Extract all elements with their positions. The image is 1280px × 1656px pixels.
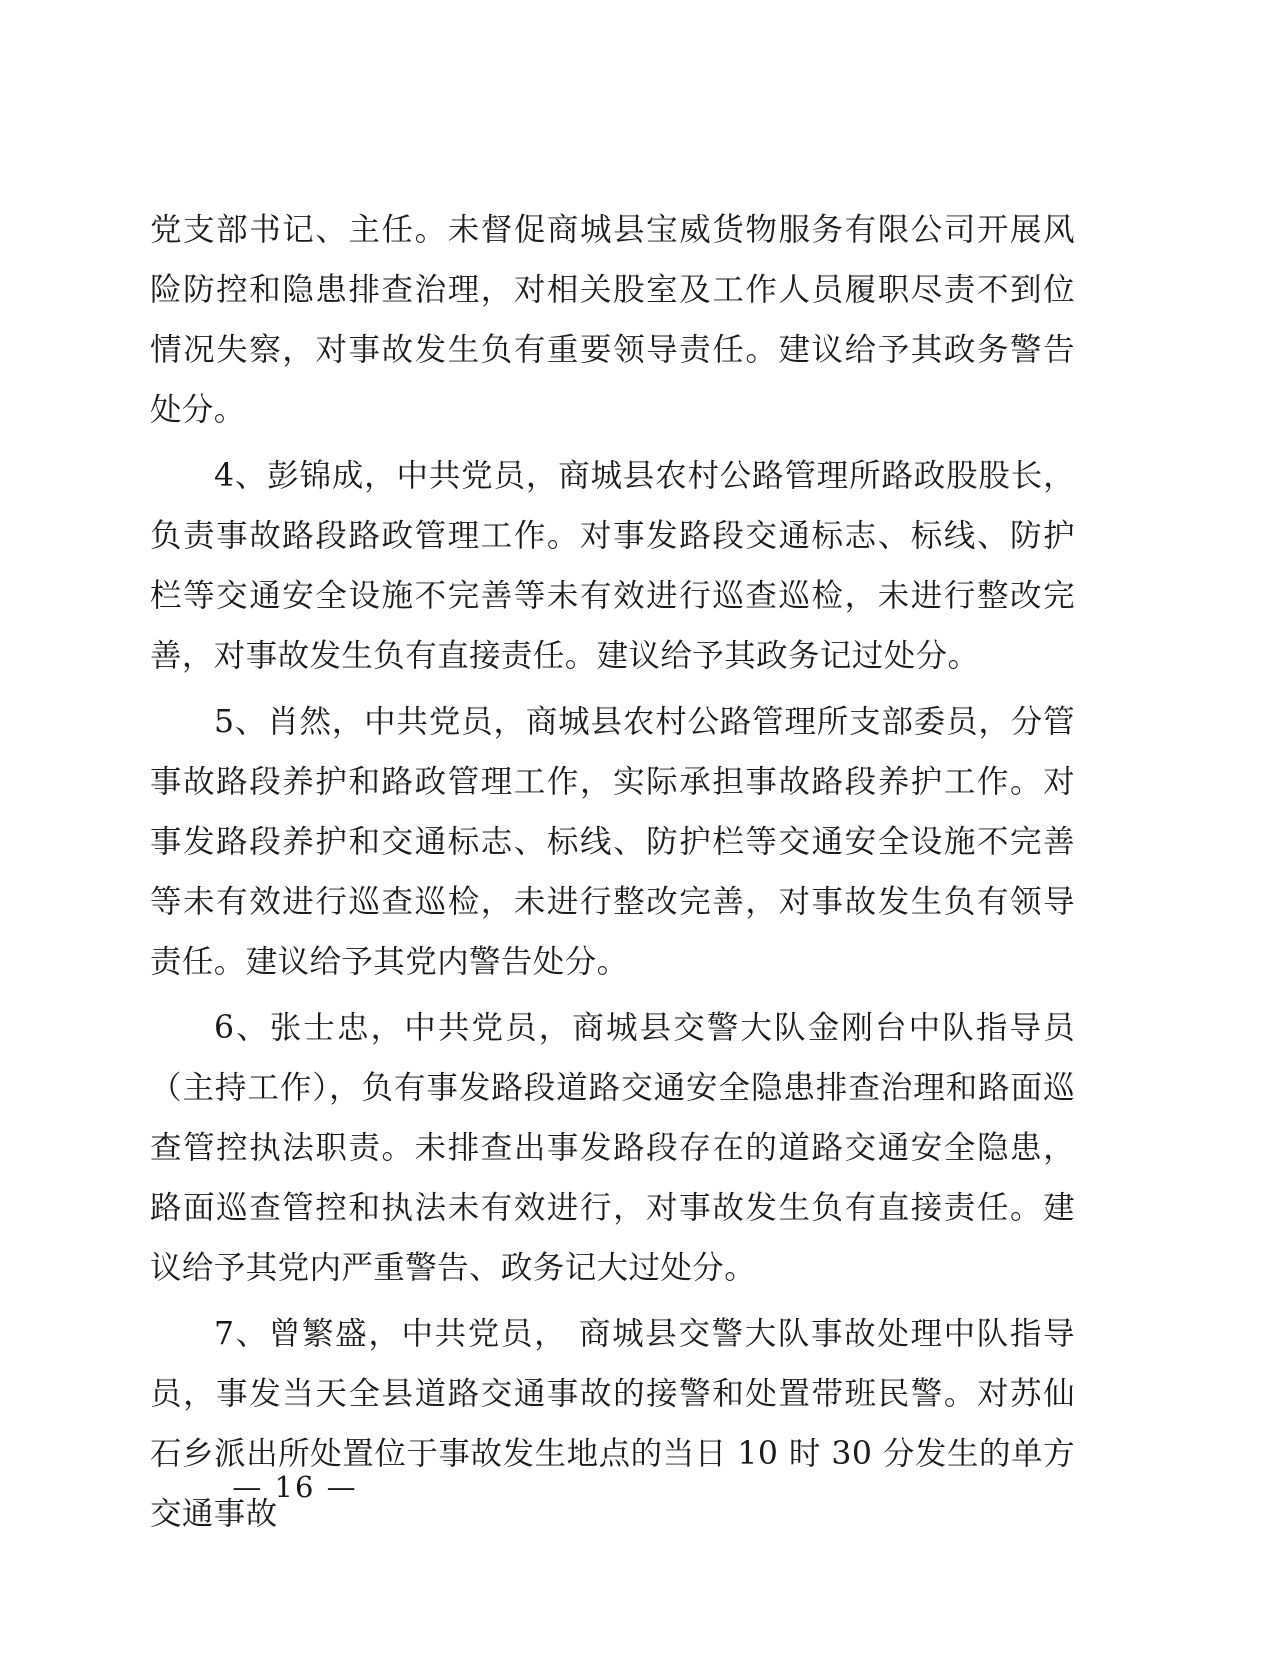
- paragraph-item-7: 7、曾繁盛，中共党员， 商城县交警大队事故处理中队指导员，事发当天全县道路交通事故的接警和处置带班民警。对苏仙石乡派出所处置位于事故发生地点的当日 10 时 30 分发生的单方交通事故: [150, 1316, 1075, 1532]
- paragraph-item-5: 5、肖然，中共党员，商城县农村公路管理所支部委员，分管事故路段养护和路政管理工作，实际承担事故路段养护工作。对事发路段养护和交通标志、标线、防护栏等交通安全设施不完善等未有效进行巡查巡检，未进行整改完善，对事故发生负有领导责任。建议给予其党内警告处分。: [150, 704, 1075, 980]
- page-footer: [0, 1470, 1280, 1504]
- page-body: [150, 200, 1075, 1550]
- paragraph-item-4: 4、彭锦成，中共党员，商城县农村公路管理所路政股股长，负责事故路段路政管理工作。对事发路段交通标志、标线、防护栏等交通安全设施不完善等未有效进行巡查巡检，未进行整改完善，对事故发生负有直接责任。建议给予其政务记过处分。: [150, 458, 1075, 674]
- paragraph-item-6: 6、张士忠，中共党员，商城县交警大队金刚台中队指导员（主持工作），负有事发路段道路交通安全隐患排查治理和路面巡查管控执法职责。未排查出事发路段存在的道路交通安全隐患，路面巡查管控和执法未有效进行，对事故发生负有直接责任。建议给予其党内严重警告、政务记大过处分。: [150, 1010, 1075, 1286]
- paragraph-continued: 党支部书记、主任。未督促商城县宝威货物服务有限公司开展风险防控和隐患排查治理，对相关股室及工作人员履职尽责不到位情况失察，对事故发生负有重要领导责任。建议给予其政务警告处分。: [150, 212, 1075, 428]
- page-number: — 16 —: [232, 1470, 358, 1504]
